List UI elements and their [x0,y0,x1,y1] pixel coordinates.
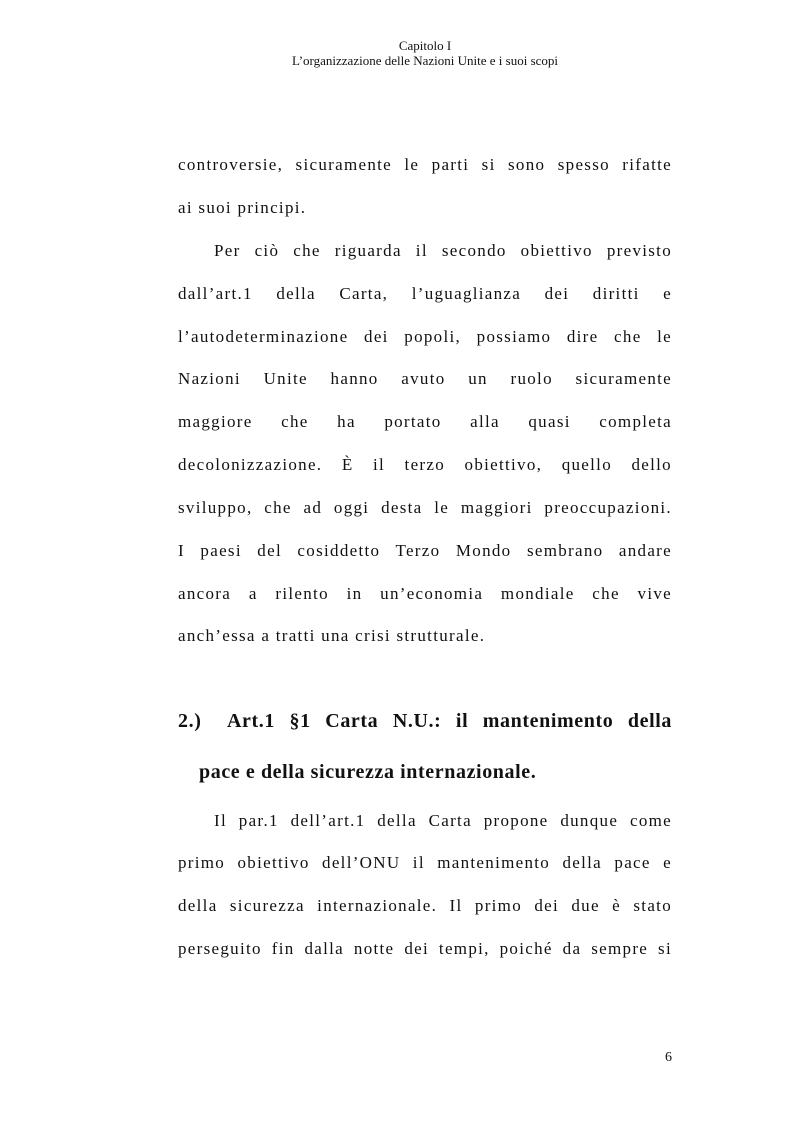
text-line: sviluppo, che ad oggi desta le maggiori preoccupazioni. [178,498,672,517]
text-line: dall’art.1 della Carta, l’uguaglianza dei diritti e [178,284,672,303]
chapter-title: L’organizzazione delle Nazioni Unite e i suoi scopi [291,52,559,68]
text-line: decolonizzazione. È il terzo obiettivo, quello dello [178,455,672,474]
section-title-line: pace e della sicurezza internazionale. [199,761,537,783]
page-number: 6 [665,1050,672,1065]
text-line: l’autodeterminazione dei popoli, possiamo dire che le [178,327,672,346]
text-line: primo obiettivo dell’ONU il mantenimento della pace e [178,853,672,872]
text-line: della sicurezza internazionale. Il primo dei due è stato [178,896,672,915]
text-line: controversie, sicuramente le parti si sono spesso rifatte [178,155,672,174]
paragraph-first-line: Per ciò che riguarda il secondo obiettivo previsto [214,241,672,260]
text-line: ai suoi principi. [178,198,307,217]
text-line: Nazioni Unite hanno avuto un ruolo sicuramente [178,369,672,388]
chapter-label: Capitolo I [398,38,452,53]
text-line: maggiore che ha portato alla quasi completa [178,412,672,431]
text-line: perseguito fin dalla notte dei tempi, poiché da sempre si [178,939,672,958]
text-line: I paesi del cosiddetto Terzo Mondo sembrano andare [178,541,672,560]
section-number: 2.) [178,710,202,732]
paragraph-first-line: Il par.1 dell’art.1 della Carta propone dunque come [214,811,672,830]
section-title-line: Art.1 §1 Carta N.U.: il mantenimento della [227,710,672,732]
text-line: anch’essa a tratti una crisi strutturale. [178,626,486,645]
running-header [178,38,672,68]
text-line: ancora a rilento in un’economia mondiale che vive [178,584,672,603]
